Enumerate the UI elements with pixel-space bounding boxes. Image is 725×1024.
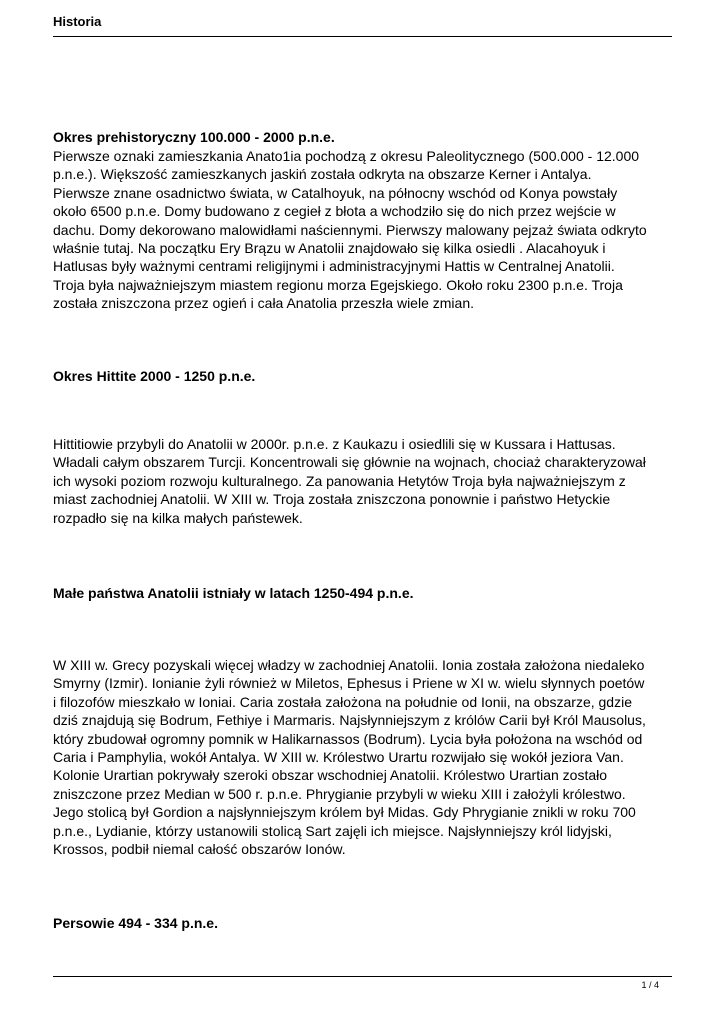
section-body-small-states: W XIII w. Grecy pozyskali więcej władzy w zachodniej Anatolii. Ionia została założona niedaleko Smyrny (Izmir). Ionianie żyli również w Miletos, Ephesus i Priene w XI w. wielu słynnych poetów i filozofów mieszkało w Ioniai. Caria została założona na południe od Ionii, na obszarze, gdzie dziś znajdują się Bodrum, Fethiye i Marmaris. Najsłynniejszym z królów Carii był Król Mausolus, który zbudował ogromny pomnik w Halikarnassos (Bodrum). Lycia była położona na wschód od Caria i Pamphylia, wokół Antalya. W XIII w. Królestwo Urartu rozwijało się wokół jeziora Van. Kolonie Urartian pokrywały szeroki obszar wschodniej Anatolii. Królestwo Urartian zostało zniszczone przez Median w 500 r. p.n.e. Phrygianie przybyli w wieku XIII i założyli królestwo. Jego stolicą był Gordion a najsłynniejszym królem był Midas. Gdy Phrygianie znikli w roku 700 p.n.e., Lydianie, którzy ustanowili stolicą Sart zajęli ich miejsce. Najsłynniejszy król lidyjski, Krossos, podbił niemal całość obszarów Ionów. [53,657,646,858]
page-header-title: Historia [53,14,102,29]
section-heading-persians: Persowie 494 - 334 p.n.e. [53,915,218,931]
section-heading-prehistoric: Okres prehistoryczny 100.000 - 2000 p.n.e. [53,129,335,145]
section-body-hittite: Hittitiowie przybyli do Anatolii w 2000r. p.n.e. z Kaukazu i osiedlili się w Kussara i Hattusas. Władali całym obszarem Turcji. Koncentrowali się głównie na wojnach, chociaż charakteryzował ich wysoki poziom rozwoju kulturalnego. Za panowania Hetytów Troja była najważniejszym z miast zachodniej Anatolii. W XIII w. Troja została zniszczona ponownie i państwo Hetyckie rozpadło się na kilka małych państewek. [53,436,646,526]
header-divider [53,36,672,37]
section-heading-small-states: Małe państwa Anatolii istniały w latach 1250-494 p.n.e. [53,585,414,601]
page-number: 1 / 4 [641,980,659,990]
footer-divider [53,976,672,977]
section-body-prehistoric: Pierwsze oznaki zamieszkania Anato1ia pochodzą z okresu Paleolitycznego (500.000 - 12.000 p.n.e.). Większość zamieszkanych jaskiń została odkryta na obszarze Kerner i Antalya. Pierwsze znane osadnictwo świata, w Catalhoyuk, na północny wschód od Konya powstały około 6500 p.n.e. Domy budowano z cegieł z błota a wchodziło się do nich przez wejście w dachu. Domy dekorowano malowidłami naściennymi. Pierwszy malowany pejzaż świata odkryto właśnie tutaj. Na początku Ery Brązu w Anatolii znajdowało się kilka osiedli . Alacahoyuk i Hatlusas były ważnymi centrami religijnymi i administracyjnymi Hattis w Centralnej Anatolii. Troja była najważniejszym miastem regionu morza Egejskiego. Około roku 2300 p.n.e. Troja została zniszczona przez ogień i cała Anatolia przeszła wiele zmian. [53,148,647,312]
section-heading-hittite: Okres Hittite 2000 - 1250 p.n.e. [53,368,256,384]
